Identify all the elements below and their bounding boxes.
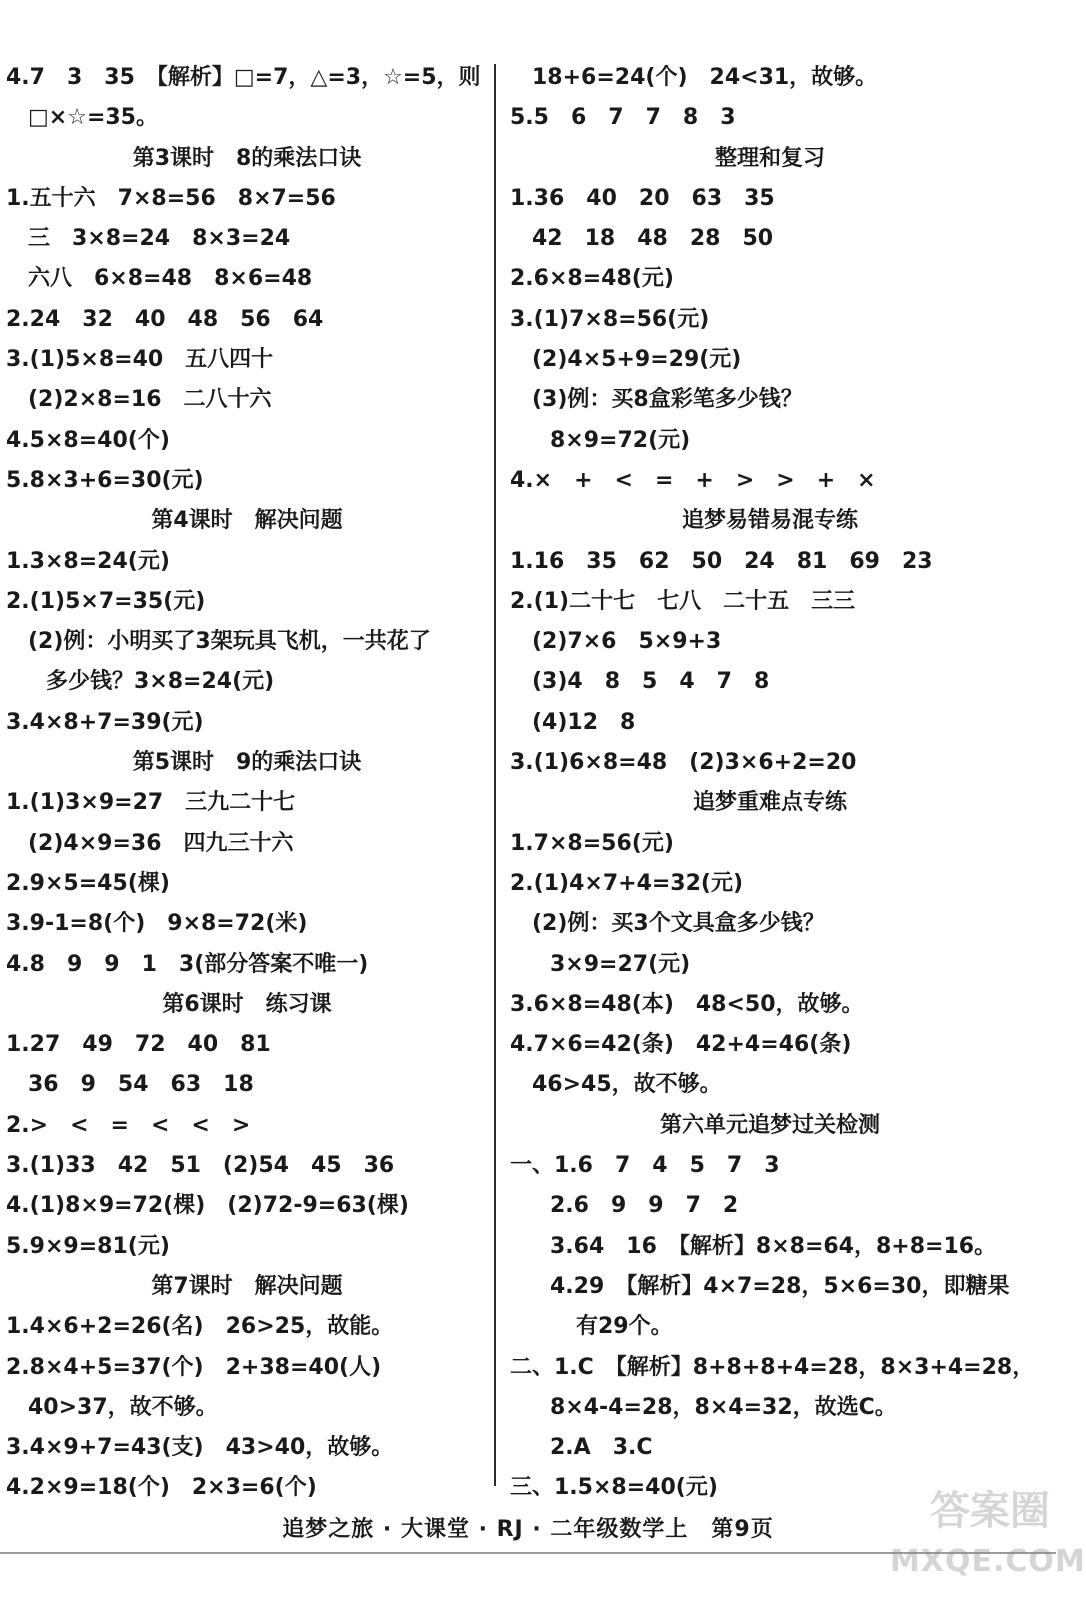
watermark-url: MXQE.COM [890,1544,1086,1579]
answer-line: 2.9×5=45(棵) [6,870,170,896]
answer-line: 4.5×8=40(个) [6,427,170,453]
answer-line: 46>45，故不够。 [532,1072,722,1098]
answer-line: 3.(1)7×8=56(元) [510,306,710,332]
answer-line: 3.64 16 【解析】8×8=64，8+8=16。 [550,1233,997,1259]
answer-line: 3.6×8=48(本) 48<50，故够。 [510,991,864,1017]
answer-line: 3.4×8+7=39(元) [6,709,204,735]
answer-line: 8×9=72(元) [550,427,691,453]
answer-line: 2.6 9 9 7 2 [550,1193,739,1219]
section-heading: 追梦易错易混专练 [681,508,858,534]
answer-line: 4.29 【解析】4×7=28，5×6=30，即糖果 [550,1273,1010,1299]
answer-line: 2.8×4+5=37(个) 2+38=40(人) [6,1354,382,1380]
answer-line: (2)7×6 5×9+3 [532,629,722,655]
answer-line: 1.16 35 62 50 24 81 69 23 [510,548,933,574]
right-column [510,58,1035,1509]
answer-line: 3.9-1=8(个) 9×8=72(米) [6,911,308,937]
answer-line: 2.A 3.C [550,1435,653,1461]
answer-line: 1.27 49 72 40 81 [6,1032,271,1058]
answer-line: 3.(1)5×8=40 五八四十 [6,347,274,373]
section-heading: 第5课时 9的乘法口诀 [132,750,362,776]
answer-line: 1.五十六 7×8=56 8×7=56 [6,185,336,211]
answer-line: 42 18 48 28 50 [532,226,774,252]
answer-line: 三 3×8=24 8×3=24 [28,226,291,252]
answer-line: 一、1.6 7 4 5 7 3 [510,1153,780,1179]
section-heading: 第7课时 解决问题 [151,1273,343,1299]
answer-line: 六八 6×8=48 8×6=48 [28,266,313,292]
watermark-logo: 答案圈 [930,1488,1050,1534]
answer-line: 3.(1)6×8=48 (2)3×6+2=20 [510,750,857,776]
answer-line: (3)4 8 5 4 7 8 [532,669,770,695]
answer-line: 1.(1)3×9=27 三九二十七 [6,790,296,816]
answer-line: 40>37，故不够。 [28,1394,218,1420]
answer-line: 36 9 54 63 18 [28,1072,254,1098]
watermark [890,1480,1086,1596]
answer-line: 三、1.5×8=40(元) [510,1475,718,1501]
answer-line: 1.36 40 20 63 35 [510,185,775,211]
answer-line: (2)4×5+9=29(元) [532,347,742,373]
answer-line: 2.(1)5×7=35(元) [6,588,206,614]
answer-line: 5.8×3+6=30(元) [6,467,204,493]
answer-line: (2)例：小明买了3架玩具飞机，一共花了 [28,629,431,655]
answer-line: 4.7×6=42(条) 42+4=46(条) [510,1032,852,1058]
answer-line: □×☆=35。 [28,105,158,131]
column-divider [494,64,496,1486]
answer-line: 二、1.C 【解析】8+8+8+4=28，8×3+4=28， [510,1354,1035,1380]
answer-line: 多少钱？3×8=24(元) [46,669,275,695]
section-heading: 第4课时 解决问题 [151,508,343,534]
answer-line: 2.24 32 40 48 56 64 [6,306,324,332]
answer-line: 4.7 3 35 【解析】□=7，△=3，☆=5，则 [6,65,481,90]
left-column [6,58,488,1509]
answer-line: (4)12 8 [532,709,636,735]
answer-line: (2)4×9=36 四九三十六 [28,830,294,856]
answer-line: 有29个。 [576,1314,673,1340]
answer-line: 2.6×8=48(元) [510,266,674,292]
answer-line: 4.(1)8×9=72(棵) (2)72-9=63(棵) [6,1193,409,1219]
answer-line: 1.4×6+2=26(名) 26>25，故能。 [6,1314,394,1340]
section-heading: 第六单元追梦过关检测 [659,1112,880,1138]
answer-line: 8×4-4=28，8×4=32，故选C。 [550,1394,897,1420]
page-footer: 追梦之旅 · 大课堂 · RJ · 二年级数学上 第9页 [282,1517,774,1542]
answer-line: 2.(1)二十七 七八 二十五 三三 [510,588,856,614]
answer-line: 3×9=27(元) [550,951,691,977]
answer-line: (2)2×8=16 二八十六 [28,387,272,413]
section-heading: 第3课时 8的乘法口诀 [132,145,362,171]
answer-line: 3.4×9+7=43(支) 43>40，故够。 [6,1435,394,1461]
answer-line: 4.2×9=18(个) 2×3=6(个) [6,1475,317,1501]
section-heading: 整理和复习 [714,145,825,171]
answer-line: 3.(1)33 42 51 (2)54 45 36 [6,1153,395,1179]
answer-line: (3)例：买8盒彩笔多少钱？ [532,387,803,413]
answer-line: 18+6=24(个) 24<31，故够。 [532,65,878,90]
answer-line: 1.7×8=56(元) [510,830,674,856]
answer-line: 4.× + < = + > > + × [510,467,876,493]
section-heading: 追梦重难点专练 [692,790,847,816]
answer-line: 5.5 6 7 7 8 3 [510,105,736,131]
answer-line: 2.(1)4×7+4=32(元) [510,870,744,896]
answer-line: 1.3×8=24(元) [6,548,170,574]
section-heading: 第6课时 练习课 [162,991,332,1017]
answer-line: 2.> < = < < > [6,1112,251,1138]
answer-line: 4.8 9 9 1 3(部分答案不唯一) [6,951,369,977]
answer-line: 5.9×9=81(元) [6,1233,170,1259]
answer-line: (2)例：买3个文具盒多少钱？ [532,911,825,937]
